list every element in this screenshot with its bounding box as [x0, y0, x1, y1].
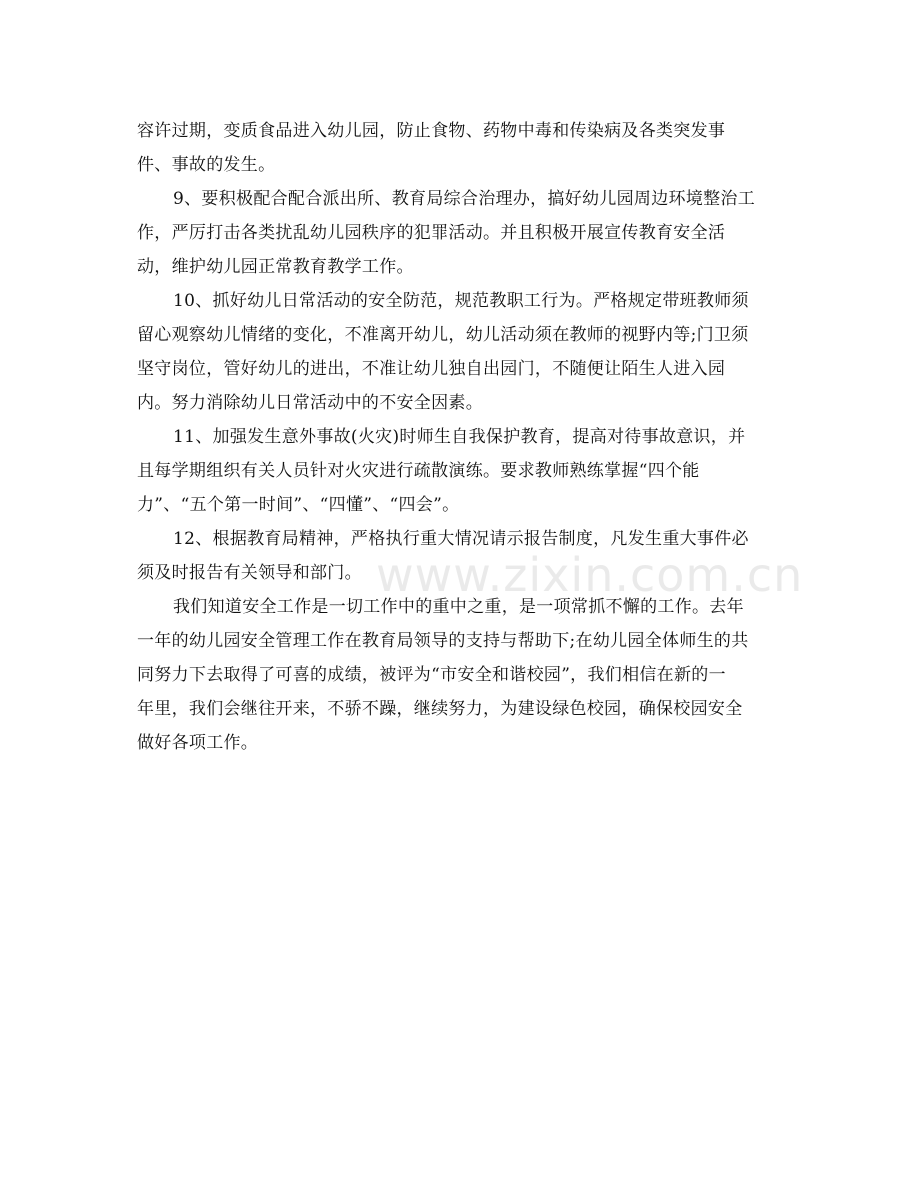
text-line: 作，严厉打击各类扰乱幼儿园秩序的犯罪活动。并且积极开展宣传教育安全活 [137, 223, 726, 243]
document-body [137, 114, 783, 760]
text-line: 我们知道安全工作是一切工作中的重中之重，是一项常抓不懈的工作。去年 [173, 597, 744, 617]
text-line: 留心观察幼儿情绪的变化，不准离开幼儿，幼儿活动须在教师的视野内等;门卫须 [137, 325, 749, 345]
text-line: 12、根据教育局精神，严格执行重大情况请示报告制度，凡发生重大事件必 [173, 529, 749, 549]
text-line: 年里，我们会继往开来，不骄不躁，继续努力，为建设绿色校园，确保校园安全 [137, 699, 743, 719]
text-line: 一年的幼儿园安全管理工作在教育局领导的支持与帮助下;在幼儿园全体师生的共 [137, 631, 749, 651]
text-line: 力”、“五个第一时间”、“四懂”、“四会”。 [137, 495, 460, 515]
text-line: 容许过期，变质食品进入幼儿园，防止食物、药物中毒和传染病及各类突发事 [137, 121, 726, 141]
watermark: www.zixin.com.cn [376, 548, 804, 602]
text-line: 同努力下去取得了可喜的成绩，被评为“市安全和谐校园”，我们相信在新的一 [137, 665, 726, 685]
text-line: 件、事故的发生。 [137, 155, 276, 175]
text-line: 且每学期组织有关人员针对火灾进行疏散演练。要求教师熟练掌握“四个能 [137, 461, 700, 481]
text-line: 动，维护幼儿园正常教育教学工作。 [137, 257, 414, 277]
text-line: 坚守岗位，管好幼儿的进出，不准让幼儿独自出园门，不随便让陌生人进入园 [137, 359, 726, 379]
text-line: 9、要积极配合配合派出所、教育局综合治理办，搞好幼儿园周边环境整治工 [173, 189, 756, 209]
text-line: 做好各项工作。 [137, 733, 259, 753]
text-line: 内。努力消除幼儿日常活动中的不安全因素。 [137, 393, 483, 413]
text-line: 11、加强发生意外事故(火灾)时师生自我保护教育，提高对待事故意识，并 [173, 427, 746, 447]
text-line: 10、抓好幼儿日常活动的安全防范，规范教职工行为。严格规定带班教师须 [173, 291, 749, 311]
text-line: 须及时报告有关领导和部门。 [137, 563, 362, 583]
